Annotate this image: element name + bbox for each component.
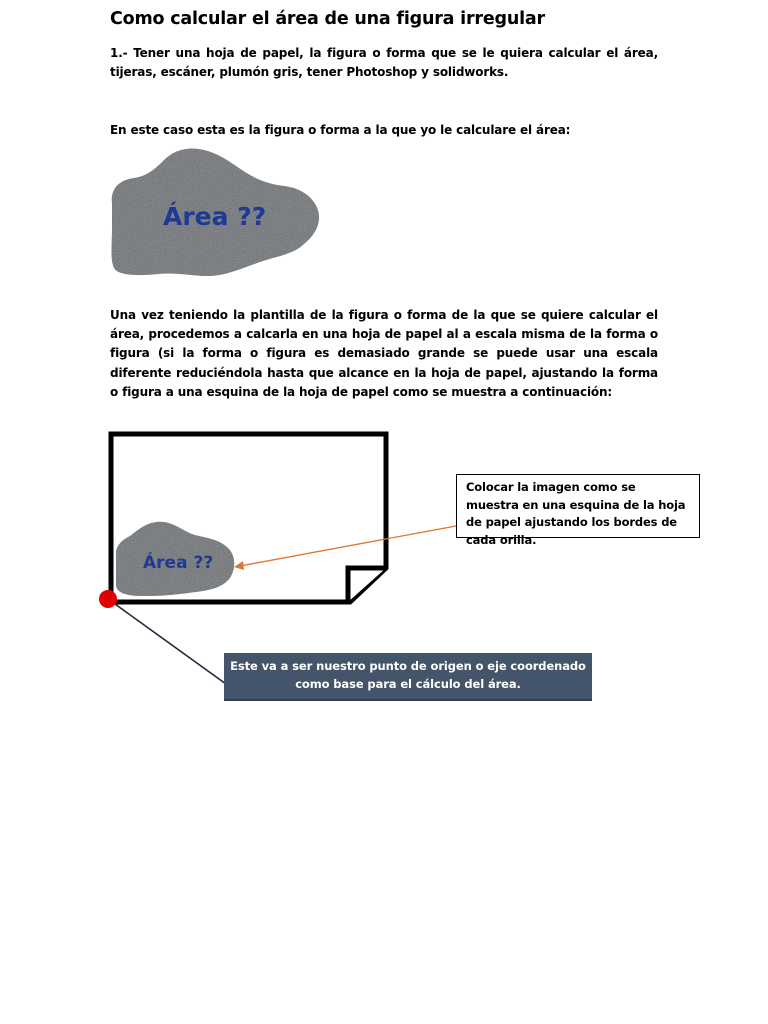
placed-blob-label: Área ?? [143, 553, 214, 573]
blob-area-label: Área ?? [163, 202, 267, 231]
callout-place-image: Colocar la imagen como se muestra en una esquina de la hoja de papel ajustando los bordes de cada orilla. [456, 474, 700, 538]
origin-point-marker [99, 590, 117, 608]
paragraph-requirements: 1.- Tener una hoja de papel, la figura o forma que se le quiera calcular el área, tijeras, escáner, plumón gris, tener Photoshop y solidworks. [110, 46, 658, 80]
origin-connector-line [108, 599, 226, 684]
callout-origin-point: Este va a ser nuestro punto de origen o eje coordenado como base para el cálculo del área. [224, 653, 592, 701]
paragraph-figure-intro: En este caso esta es la figura o forma a la que yo le calculare el área: [110, 123, 571, 137]
page-title: Como calcular el área de una figura irregular [110, 9, 545, 29]
paragraph-procedure: Una vez teniendo la plantilla de la figura o forma de la que se quiere calcular el área, procedemos a calcarla en una hoja de papel al a escala misma de la forma o figura (si la forma o figura es demasiado grande se puede usar una escala diferente reduciéndola hasta que alcance en la hoja de papel, ajustando la forma o figura a una esquina de la hoja de papel como se muestra a continuación: [110, 308, 658, 399]
